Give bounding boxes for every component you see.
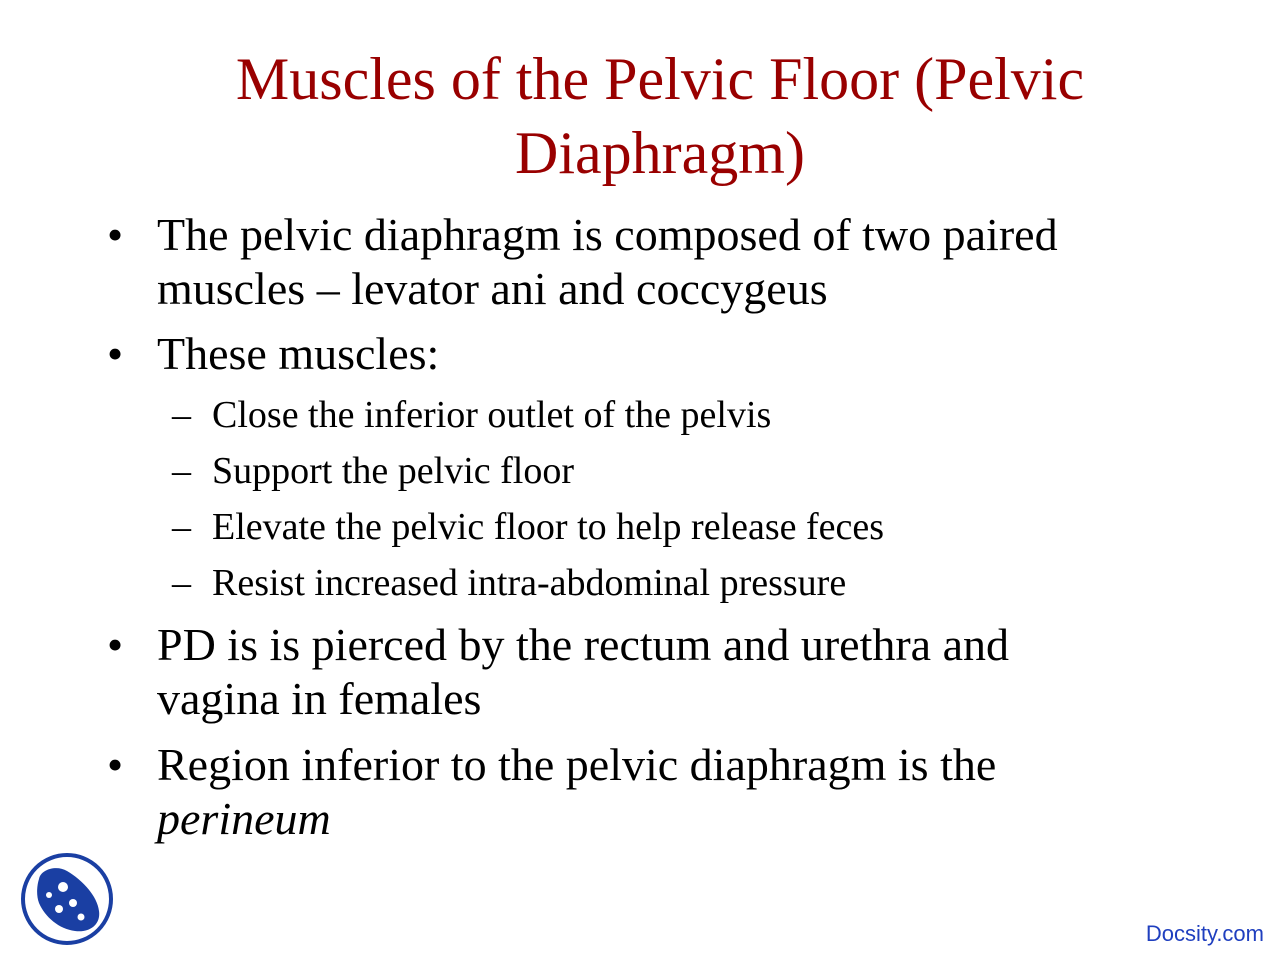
bullet-continuation-italic: perineum (157, 793, 331, 844)
sub-bullet-text: Resist increased intra-abdominal pressure (212, 562, 847, 604)
dash-icon: – (172, 394, 191, 436)
sub-bullet-item (172, 449, 574, 493)
docsity-logo-icon (19, 851, 115, 947)
sub-bullet-text: Close the inferior outlet of the pelvis (212, 394, 772, 436)
bullet-text: PD is is pierced by the rectum and urethra and (157, 619, 1010, 670)
bullet-icon: • (107, 209, 124, 260)
dash-icon: – (172, 562, 191, 604)
bullet-item (107, 327, 440, 380)
bullet-item (107, 618, 1010, 671)
slide-title: Muscles of the Pelvic Floor (Pelvic Diaphragm) (235, 46, 1085, 186)
bullet-continuation: vagina in females (157, 673, 482, 724)
bullet-icon: • (107, 328, 124, 379)
docsity-watermark: Docsity.com (1145, 921, 1264, 946)
dash-icon: – (172, 450, 191, 492)
sub-bullet-item (172, 393, 772, 437)
bullet-icon: • (107, 739, 124, 790)
bullet-continuation: muscles – levator ani and coccygeus (157, 263, 828, 314)
bullet-text: The pelvic diaphragm is composed of two paired (157, 209, 1058, 260)
sub-bullet-text: Support the pelvic floor (212, 450, 574, 492)
bullet-text: Region inferior to the pelvic diaphragm is the (157, 739, 997, 790)
sub-bullet-text: Elevate the pelvic floor to help release feces (212, 506, 885, 548)
sub-bullet-item (172, 561, 847, 605)
bullet-item (107, 208, 1058, 261)
bullet-icon: • (107, 619, 124, 670)
bullet-item (107, 738, 997, 791)
bullet-text: These muscles: (157, 328, 440, 379)
sub-bullet-item (172, 505, 885, 549)
dash-icon: – (172, 506, 191, 548)
